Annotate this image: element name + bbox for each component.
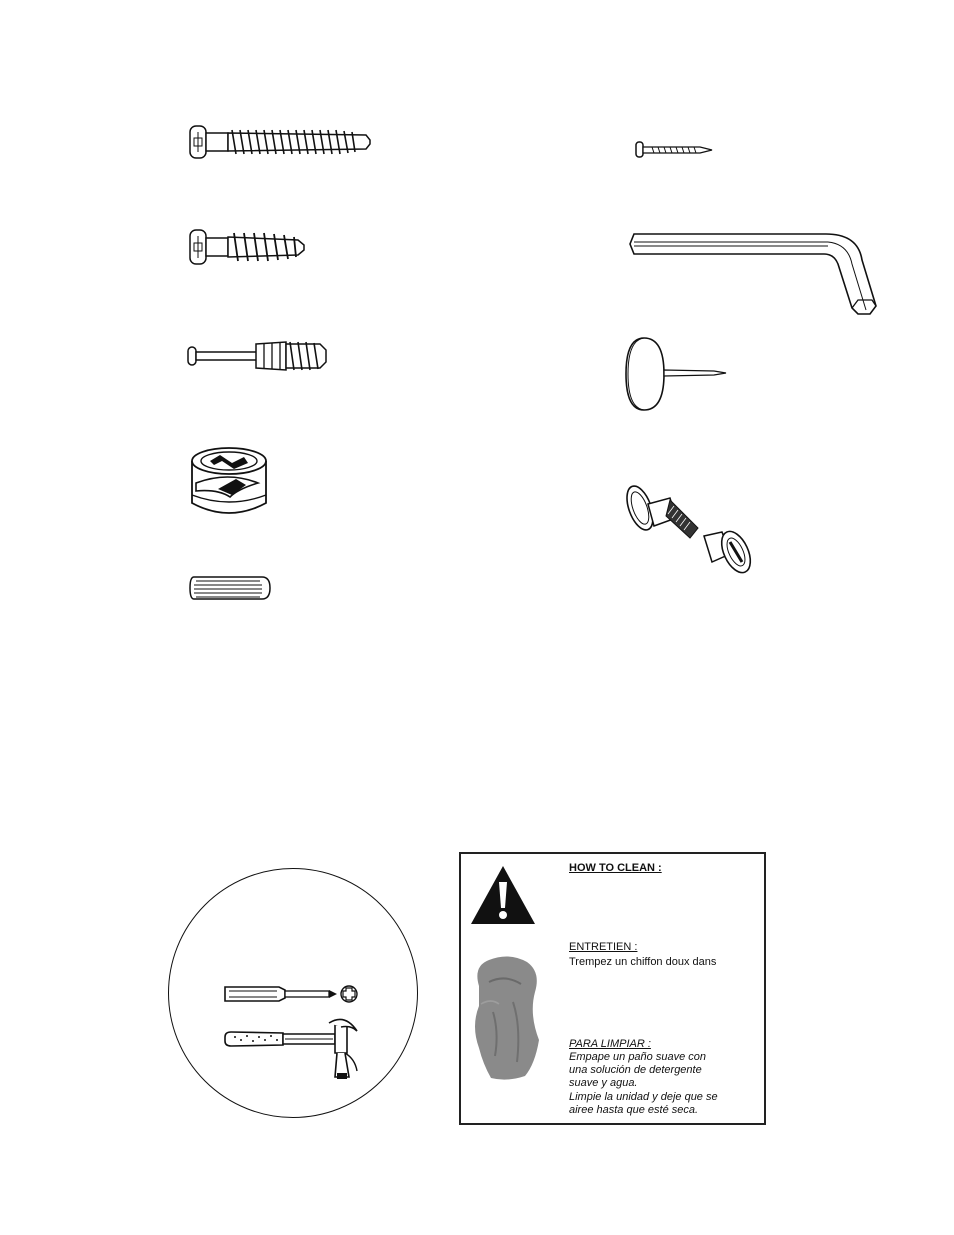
para-limpiar-line-4: Limpie la unidad y deje que se [569, 1091, 718, 1103]
nail [634, 140, 716, 160]
entretien-heading: ENTRETIEN : [569, 941, 638, 953]
short-cam-bolt [188, 228, 313, 266]
cloth-icon [469, 952, 545, 1084]
warning-triangle-icon [469, 864, 537, 926]
phillips-screwdriver-icon [223, 981, 359, 1007]
entretien-line-1: Trempez un chiffon doux dans [569, 956, 717, 968]
para-limpiar-heading: PARA LIMPIAR : [569, 1038, 651, 1050]
how-to-clean-heading: HOW TO CLEAN : [569, 862, 662, 874]
long-cam-bolt [188, 124, 378, 160]
cam-lock [188, 443, 270, 518]
cleaning-instructions-box [459, 852, 766, 1125]
para-limpiar-line-5: airee hasta que esté seca. [569, 1104, 699, 1116]
glide-tack [624, 336, 730, 412]
connector-bolt [626, 482, 756, 582]
para-limpiar-line-3: suave y agua. [569, 1077, 638, 1089]
hammer-icon [223, 1019, 363, 1085]
cam-bolt-with-dowel [186, 338, 331, 374]
para-limpiar-line-2: una solución de detergente [569, 1064, 702, 1076]
tools-required-circle [168, 868, 418, 1118]
allen-key [626, 230, 880, 320]
para-limpiar-line-1: Empape un paño suave con [569, 1051, 706, 1063]
wooden-dowel [188, 575, 272, 601]
